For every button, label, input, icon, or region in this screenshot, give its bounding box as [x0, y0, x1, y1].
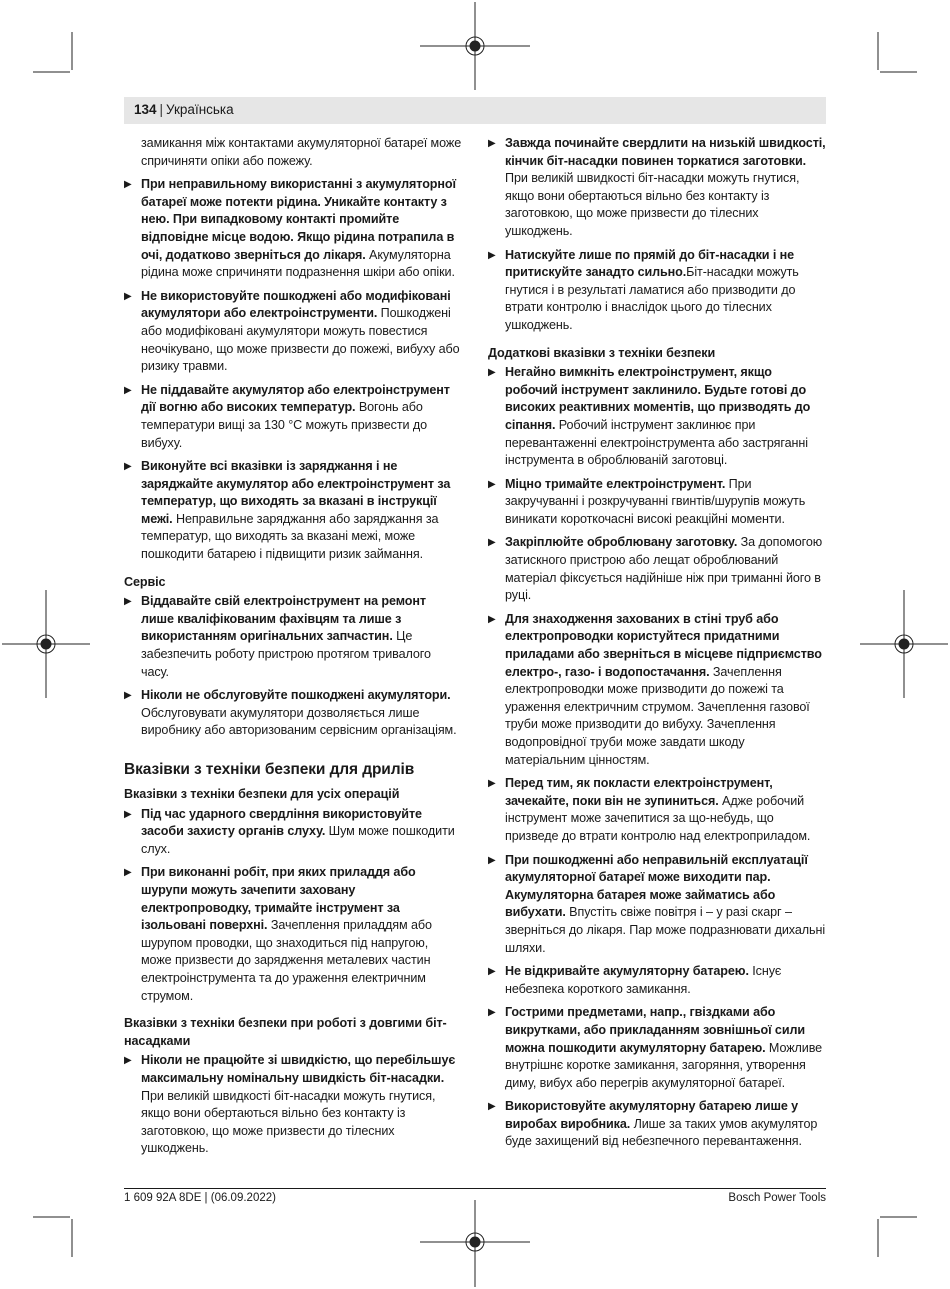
registration-mark-bottom [420, 1200, 530, 1287]
header-separator: | [159, 102, 164, 117]
list-item: ▶ Ніколи не працюйте зі швидкістю, що перебільшує максимальну номінальну швидкість біт-насадки. При великій швидкості біт-насадки можуть гнутися, якщо вони обертаються вільно без контакту із заготовкою, що може призвести до тілесних ушкоджень. [124, 1053, 456, 1156]
all-operations-heading: Вказівки з техніки безпеки для усіх операцій [124, 787, 400, 801]
bullet-arrow-icon: ▶ [488, 1101, 496, 1113]
list-item: ▶ Гострими предметами, напр., гвіздками або викрутками, або прикладанням зовнішньої сили можна пошкодити акумуляторну батарею. Можливе внутрішнє коротке замикання, загоряння, утворення диму, вибух або перегрів акумуляторної батареї. [488, 1005, 823, 1090]
list-item: ▶ Перед тим, як покласти електроінструмент, зачекайте, поки він не зупиниться. Адже робочий інструмент може зачепитися за що-небудь, що призведе до втрати контролю над електроприладом. [488, 776, 811, 843]
list-item: ▶ Віддавайте свій електроінструмент на ремонт лише кваліфікованим фахівцям та лише з використанням оригінальних запчастин. Це забезпечить роботу пристрою протягом тривалого часу. [124, 594, 431, 679]
list-item: ▶ Для знаходження захованих в стіні труб або електропроводки користуйтеся придатними приладами або зверніться в місцеве підприємство електро-, газо- і водопостачання. Зачеплення електропроводки може призводити до пожежі та ураження електричним струмом. Зачеплення газової труби може призводити до вибуху. Зачеплення водопровідної труби може завдати шкоду матеріальним цінностям. [488, 611, 822, 767]
additional-safety-heading: Додаткові вказівки з техніки безпеки [488, 345, 716, 360]
bullet-arrow-icon: ▶ [124, 290, 132, 302]
service-heading: Сервіс [124, 574, 166, 589]
footer-brand: Bosch Power Tools [728, 1192, 826, 1204]
registration-mark-top [420, 2, 530, 90]
bullet-arrow-icon: ▶ [124, 867, 132, 879]
list-item: ▶ Закріплюйте оброблювану заготовку. За допомогою затискного пристрою або лещат оброблюваний матеріал фіксується надійніше ніж при триманні його в руці. [488, 535, 823, 603]
left-column [124, 135, 462, 1164]
registration-mark-left [2, 590, 90, 698]
list-item: ▶ Не піддавайте акумулятор або електроінструмент дії вогню або високих температур. Вогонь або температури вищі за 130 °C можуть призвести до вибуху. [124, 382, 450, 450]
list-item: ▶ При пошкодженні або неправильній експлуатації акумуляторної батареї може виходити пар. Акумуляторна батарея може займатись або вибухати. Впустіть свіже повітря і – у разі скарг – зверніться до лікаря. Пар може подразнювати дихальні шляхи. [488, 852, 826, 955]
bullet-arrow-icon: ▶ [488, 966, 496, 978]
long-bits-heading: Вказівки з техніки безпеки при роботі з довгими біт-насадками [124, 1016, 447, 1048]
header-language: Українська [166, 102, 234, 117]
bullet-arrow-icon: ▶ [488, 778, 496, 790]
drill-safety-heading: Вказівки з техніки безпеки для дрилів [124, 761, 415, 778]
list-item: ▶ Міцно тримайте електроінструмент. При закручуванні і розкручуванні гвинтів/шурупів можуть виникати короткочасні високі реакційні моменти. [488, 476, 806, 526]
right-column [488, 135, 826, 1157]
list-item: ▶ Не відкривайте акумуляторну батарею. Існує небезпека короткого замикання. [488, 964, 782, 996]
bullet-arrow-icon: ▶ [124, 596, 132, 608]
bullet-arrow-icon: ▶ [488, 249, 496, 261]
bullet-arrow-icon: ▶ [488, 138, 496, 149]
bullet-arrow-icon: ▶ [488, 367, 496, 379]
continued-text: замикання між контактами акумуляторної батареї може спричиняти опіки або пожежу. [141, 136, 462, 168]
list-item: ▶ При виконанні робіт, при яких приладдя або шурупи можуть зачепити заховану електропроводку, тримайте інструмент за ізольовані поверхні. Зачеплення приладдям або шурупом проводки, що знаходиться під напругою, може призвести до зарядження металевих частин електроінструмента та до ураження електричним струмом. [124, 865, 432, 1003]
bullet-arrow-icon: ▶ [124, 808, 132, 820]
bullet-arrow-icon: ▶ [124, 461, 132, 473]
list-item: ▶ При неправильному використанні з акумуляторної батареї може потекти рідина. Уникайте контакту з нею. При випадковому контакті промийте відповідне місце водою. Якщо рідина потрапила в очі, додатково зверніться до лікаря. Акумуляторна рідина може спричиняти подразнення шкіри або опіки. [124, 177, 456, 280]
list-item: ▶ Завжда починайте свердлити на низькій швидкості, кінчик біт-насадки повинен торкатися заготовки. При великій швидкості біт-насадки можуть гнутися, якщо вони обертаються вільно без контакту із заготовкою, що може призвести до тілесних ушкоджень. [488, 136, 826, 238]
list-item: ▶ Негайно вимкніть електроінструмент, якщо робочий інструмент заклинило. Будьте готові до високих реактивних моментів, що призводять до сіпання. Робочий інструмент заклинює при перевантаженні електроінструмента або застряганні інструмента в оброблюваній заготовці. [488, 365, 811, 468]
footer-document-id: 1 609 92A 8DE | (06.09.2022) [124, 1192, 276, 1204]
bullet-arrow-icon: ▶ [488, 478, 496, 490]
list-item: ▶ Ніколи не обслуговуйте пошкоджені акумулятори. Обслуговувати акумулятори дозволяється лише виробнику або авторизованим сервісним організаціям. [124, 688, 457, 738]
bullet-arrow-icon: ▶ [488, 1007, 496, 1019]
page-number: 134 [134, 102, 157, 117]
bullet-arrow-icon: ▶ [124, 690, 132, 702]
list-item: ▶ Не використовуйте пошкоджені або модифіковані акумулятори або електроінструменти. Пошкоджені або модифіковані акумулятори можуть повестися неочікувано, що може призвести до пожежі, вибуху або ризику травми. [124, 288, 460, 374]
bullet-arrow-icon: ▶ [124, 384, 132, 396]
list-item: ▶ Виконуйте всі вказівки із заряджання і не заряджайте акумулятор або електроінструмент за температур, що виходять за вказані в інструкції межі. Неправильне заряджання або заряджання за температур, що виходять за вказані межі, може пошкодити батарею і підвищити ризик займання. [124, 459, 451, 562]
list-item: ▶ Використовуйте акумуляторну батарею лише у виробах виробника. Лише за таких умов акумулятор буде захищений від небезпечного перевантаження. [488, 1099, 818, 1149]
bullet-arrow-icon: ▶ [124, 179, 132, 191]
bullet-arrow-icon: ▶ [488, 854, 496, 866]
bullet-arrow-icon: ▶ [124, 1055, 132, 1067]
page-header [124, 97, 826, 124]
registration-mark-right [860, 590, 948, 698]
list-item: ▶ Натискуйте лише по прямій до біт-насадки і не притискуйте занадто сильно.Біт-насадки можуть гнутися і в результаті ламатися або призводити до втрати контролю і внаслідок цього до тілесних ушкоджень. [488, 247, 799, 332]
bullet-arrow-icon: ▶ [488, 537, 496, 549]
list-item: ▶ Під час ударного свердління використовуйте засоби захисту органів слуху. Шум може пошкодити слух. [124, 806, 455, 856]
bullet-arrow-icon: ▶ [488, 613, 496, 625]
footer-rule [124, 1188, 826, 1189]
